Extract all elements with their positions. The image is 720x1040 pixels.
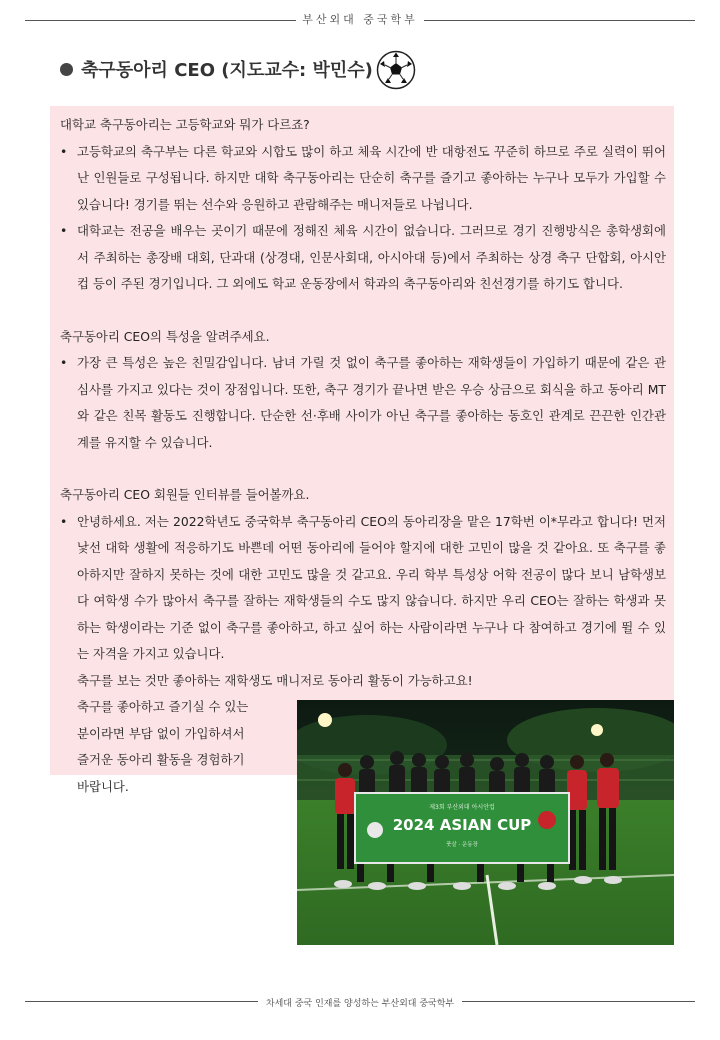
answer-list-2 (60, 350, 666, 456)
footer-text-wrap (0, 996, 720, 1009)
answer-item: • 대학교는 전공을 배우는 곳이기 때문에 정해진 체육 시간이 없습니다. 그러므로 경기 진행방식은 총학생회에서 주최하는 총장배 대회, 단과대 (상경대, 인문사회대, 아시아대 등)에서 주최하는 상경 축구 단합회, 아시안컵 등이 주된 경기입니다. 그 외에도 학교 운동장에서 학과의 축구동아리와 친선경기를 하기도 합니다. (60, 218, 666, 298)
answer-item: • 고등학교의 축구부는 다른 학교와 시합도 많이 하고 체육 시간에 반 대항전도 꾸준히 하므로 주로 실력이 뛰어난 인원들로 구성됩니다. 하지만 대학 축구동아리는 단순히 축구를 즐기고 좋아하는 누구나 모두가 가입할 수 있습니다! 경기를 뛰는 선수와 응원하고 관람해주는 매니저들로 나뉩니다. (60, 139, 666, 219)
answer-item: • 가장 큰 특성은 높은 친밀감입니다. 남녀 가릴 것 없이 축구를 좋아하는 재학생들이 가입하기 때문에 같은 관심사를 가지고 있다는 것이 장점입니다. 또한, 축구 경기가 끝나면 받은 우승 상금으로 회식을 하고 동아리 MT와 같은 친목 활동도 진행합니다. 단순한 선·후배 사이가 아닌 축구를 좋아하는 동호인 관계로 끈끈한 인간관계를 유지할 수 있습니다. (60, 350, 666, 456)
article-body (60, 112, 666, 800)
question-3: 축구동아리 CEO 회원들 인터뷰를 들어볼까요. (60, 487, 310, 502)
closing-line: 축구를 좋아하고 즐기실 수 있는 (77, 699, 249, 714)
closing-line: 축구를 보는 것만 좋아하는 재학생도 매니저로 동아리 활동이 가능하고요! (77, 672, 473, 688)
closing-line: 바랍니다. (77, 778, 129, 794)
answer-item: • 안녕하세요. 저는 2022학년도 중국학부 축구동아리 CEO의 동아리장을 맡은 17학번 이*무라고 합니다! 먼저 낯선 대학 생활에 적응하기도 바쁜데 어떤 동아리에 들어야 할지에 대한 고민이 많을 것 같아요. 또 축구를 좋아하지만 잘하지 못하는 것에 대한 고민도 많을 것 같고요. 우리 학부 특성상 어학 전공이 많다 보니 남학생보다 여학생 수가 많아서 축구를 잘하는 재학생들의 수도 많지 않습니다. 하지만 우리 CEO는 잘하는 학생과 못하는 학생이라는 기준 없이 축구를 좋아하고, 하고 싶어 하는 사람이라면 누구나 다 참여하고 경기에 뛸 수 있는 자격을 가지고 있습니다. (60, 509, 666, 668)
question-1: 대학교 축구동아리는 고등학교와 뭐가 다르죠? (60, 117, 310, 132)
header-text-wrap (0, 11, 720, 27)
question-2: 축구동아리 CEO의 특성을 알려주세요. (60, 328, 270, 344)
svg-text:풋살 · 운동장: 풋살 · 운동장 (446, 842, 478, 848)
answer-list-3 (60, 509, 666, 668)
section-title (60, 56, 373, 82)
title-text: 축구동아리 CEO (지도교수: 박민수) (81, 60, 373, 81)
footer-label: 차세대 중국 인재를 양성하는 부산외대 중국학부 (258, 999, 462, 1009)
svg-text:제3회 부산외대 아시안컵: 제3회 부산외대 아시안컵 (429, 804, 495, 811)
closing-line: 즐거운 동아리 활동을 경험하기 (77, 752, 245, 767)
banner-title: 2024 ASIAN CUP (392, 816, 532, 834)
team-photo-illustration (297, 700, 674, 945)
soccer-ball-icon (376, 50, 416, 90)
closing-line: 분이라면 부담 없이 가입하셔서 (77, 725, 245, 741)
header-label: 부산외대 중국학부 (296, 13, 424, 26)
answer-list-1 (60, 139, 666, 298)
title-bullet-icon (60, 63, 73, 76)
team-photo (297, 700, 674, 945)
